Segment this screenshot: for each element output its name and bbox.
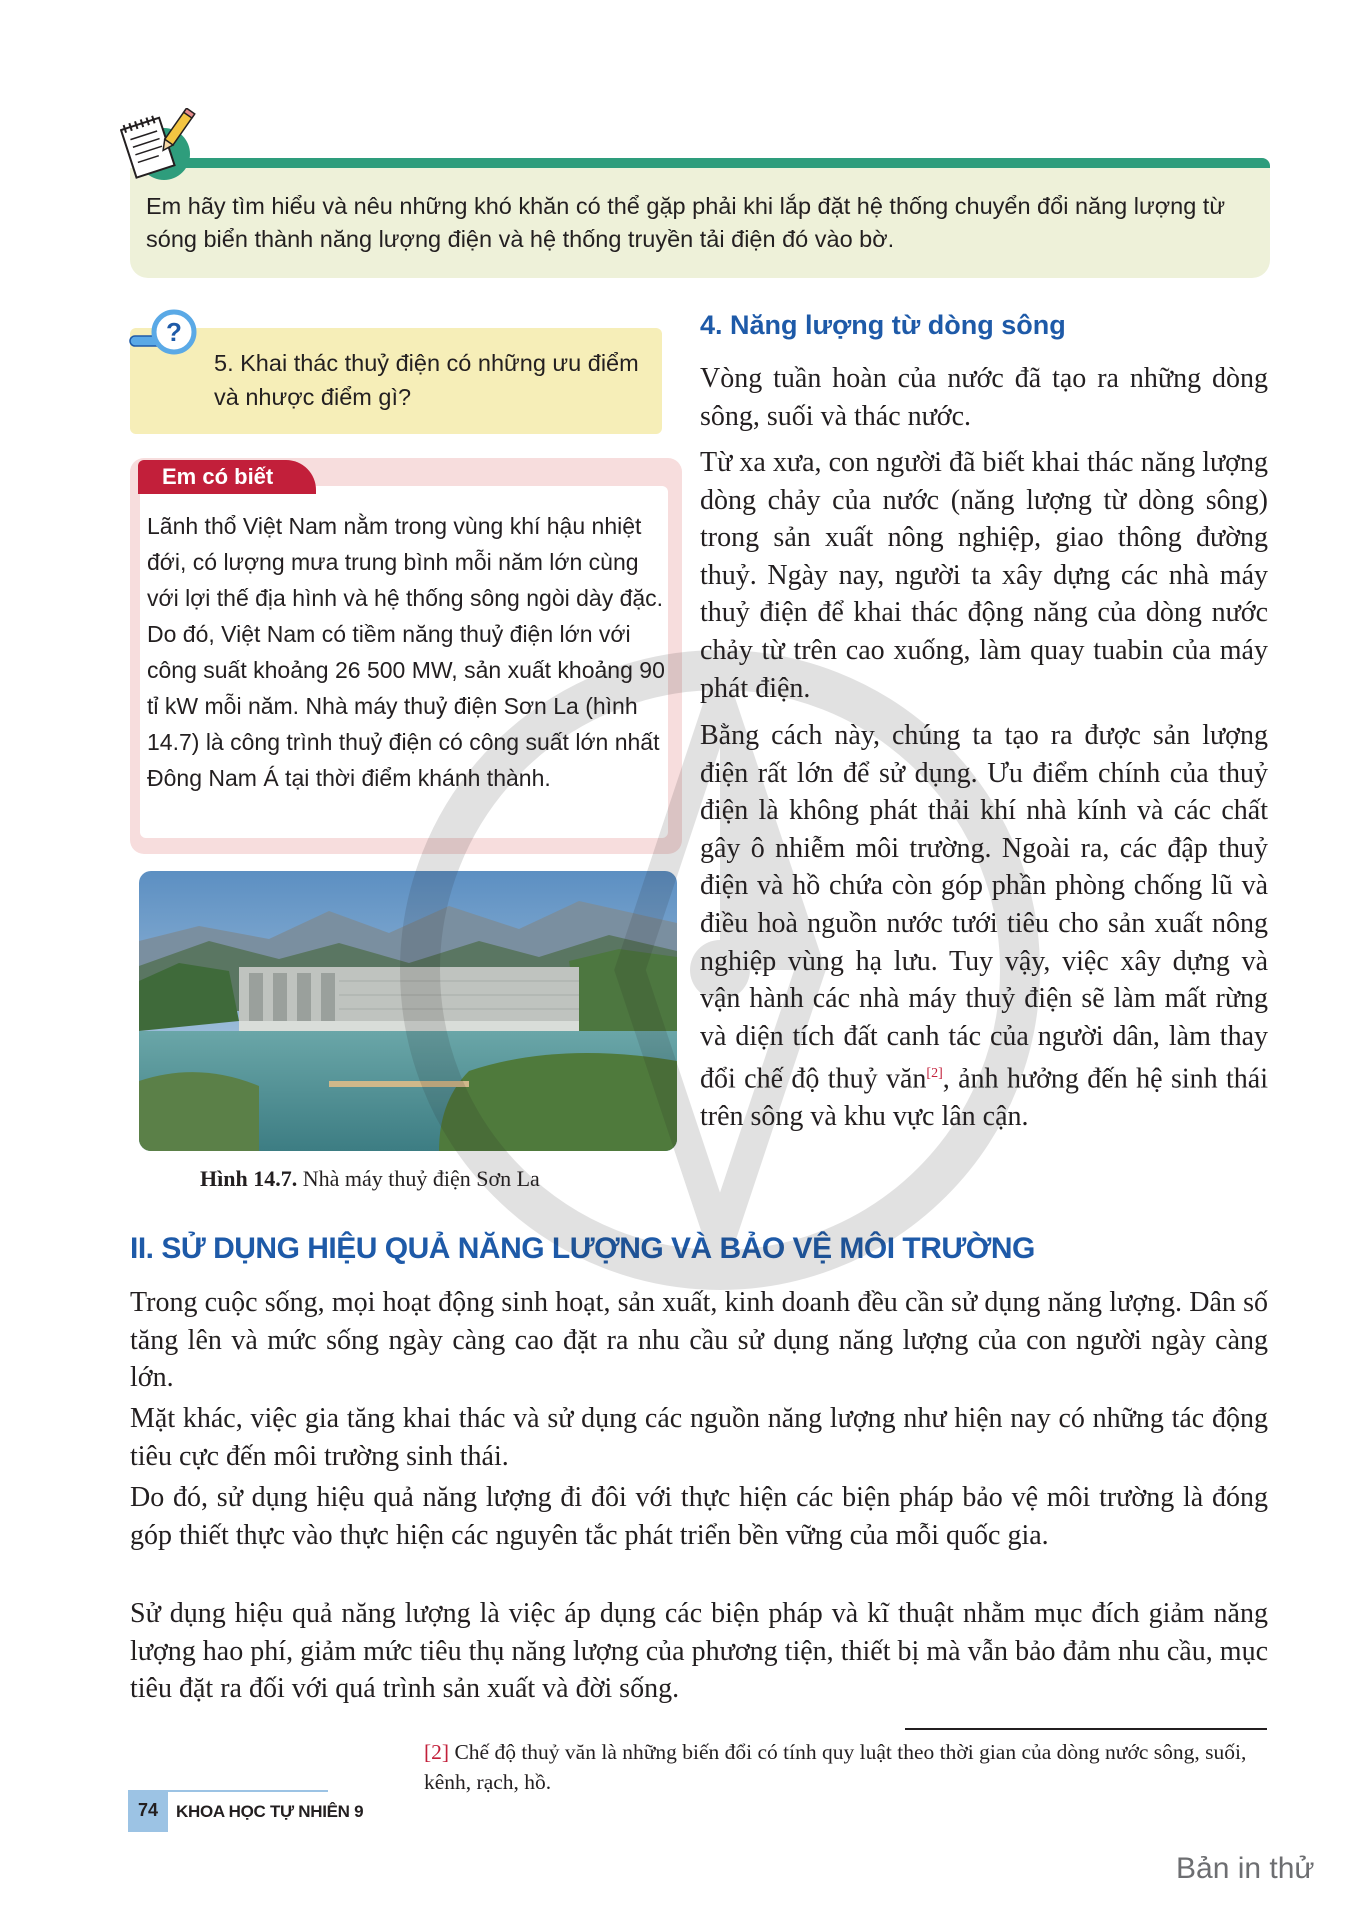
did-you-know-tab: Em có biết: [138, 460, 316, 494]
footnote-reference: [2]: [926, 1066, 943, 1082]
section-II-paragraph-2: Mặt khác, việc gia tăng khai thác và sử dụng các nguồn năng lượng như hiện nay có những tác động tiêu cực đến môi trường sinh thái.: [130, 1403, 1268, 1472]
activity-text: Em hãy tìm hiểu và nêu những khó khăn có thể gặp phải khi lắp đặt hệ thống chuyển đổi năng lượng từ sóng biển thành năng lượng điện và hệ thống truyền tải điện đó vào bờ.: [146, 193, 1226, 252]
notepad-pencil-icon: [120, 108, 200, 184]
question-text: 5. Khai thác thuỷ điện có những ưu điểm và nhược điểm gì?: [214, 350, 639, 410]
son-la-hydropower-photo: [139, 871, 677, 1151]
footnote: [424, 1737, 1268, 1797]
did-you-know-text: Lãnh thổ Việt Nam nằm trong vùng khí hậu nhiệt đới, có lượng mưa trung bình mỗi năm lớn cùng với lợi thế địa hình và hệ thống sông ngòi dày đặc. Do đó, Việt Nam có tiềm năng thuỷ điện lớn với công suất khoảng 26 500 MW, sản xuất khoảng 90 tỉ kW mỗi năm. Nhà máy thuỷ điện Sơn La (hình 14.7) là công trình thuỷ điện có công suất lớn nhất Đông Nam Á tại thời điểm khánh thành.: [147, 513, 665, 791]
footnote-divider: [905, 1728, 1267, 1730]
section-4-paragraph-3: [700, 717, 1268, 1136]
page-number: 74: [137, 1800, 159, 1820]
section-4-paragraph-1: Vòng tuần hoàn của nước đã tạo ra những dòng sông, suối và thác nước.: [700, 363, 1268, 432]
section-4-paragraph-3-part-b: , ảnh hưởng đến hệ sinh thái trên sông và khu vực lân cận.: [700, 1063, 1268, 1133]
section-II-paragraph-3: Do đó, sử dụng hiệu quả năng lượng đi đôi với thực hiện các biện pháp bảo vệ môi trường là đóng góp thiết thực vào thực hiện các nguyên tắc phát triển bền vững của mỗi quốc gia.: [130, 1482, 1268, 1551]
section-II-paragraph-1: Trong cuộc sống, mọi hoạt động sinh hoạt, sản xuất, kinh doanh đều cần sử dụng năng lượng. Dân số tăng lên và mức sống ngày càng cao đặt ra nhu cầu sử dụng năng lượng của con người ngày càng lớn.: [130, 1287, 1268, 1394]
magnifier-question-icon: [128, 306, 200, 364]
svg-text:?: ?: [166, 317, 182, 347]
draft-label: Bản in thử: [1176, 1852, 1315, 1885]
book-title: KHOA HỌC TỰ NHIÊN 9: [176, 1802, 364, 1821]
section-4-heading: 4. Năng lượng từ dòng sông: [700, 310, 1066, 340]
section-II-paragraph-4: Sử dụng hiệu quả năng lượng là việc áp dụng các biện pháp và kĩ thuật nhằm mục đích giảm năng lượng hao phí, giảm mức tiêu thụ năng lượng của phương tiện, thiết bị mà vẫn bảo đảm nhu cầu, mục tiêu đặt ra đối với quá trình sản xuất và đời sống.: [130, 1598, 1268, 1705]
footnote-number: [2]: [424, 1740, 450, 1764]
footnote-text: Chế độ thuỷ văn là những biến đổi có tính quy luật theo thời gian của dòng nước sông, suối, kênh, rạch, hồ.: [424, 1740, 1247, 1794]
section-4-paragraph-3-part-a: Bằng cách này, chúng ta tạo ra được sản lượng điện rất lớn để sử dụng. Ưu điểm chính của thuỷ điện là không phát thải khí nhà kính và các chất gây ô nhiễm môi trường. Ngoài ra, các đập thuỷ điện và hồ chứa còn góp phần phòng chống lũ và điều hoà nguồn nước tưới tiêu cho sản xuất nông nghiệp vùng hạ lưu. Tuy vậy, việc xây dựng và vận hành các nhà máy thuỷ điện sẽ làm mất rừng và diện tích đất canh tác của người dân, làm thay đổi chế độ thuỷ văn: [700, 720, 1268, 1095]
section-4-paragraph-2: Từ xa xưa, con người đã biết khai thác năng lượng dòng chảy của nước (năng lượng từ dòng sông) trong sản xuất nông nghiệp, giao thông đường thuỷ. Ngày nay, người ta xây dựng các nhà máy thuỷ điện để khai thác động năng của dòng nước chảy từ trên cao xuống, làm quay tuabin của máy phát điện.: [700, 447, 1268, 704]
figure-label: Hình 14.7.: [200, 1166, 298, 1191]
figure-caption-text: Nhà máy thuỷ điện Sơn La: [297, 1166, 540, 1191]
figure-caption: [200, 1166, 540, 1192]
section-II-heading: II. SỬ DỤNG HIỆU QUẢ NĂNG LƯỢNG VÀ BẢO VỆ MÔI TRƯỜNG: [130, 1232, 1035, 1265]
